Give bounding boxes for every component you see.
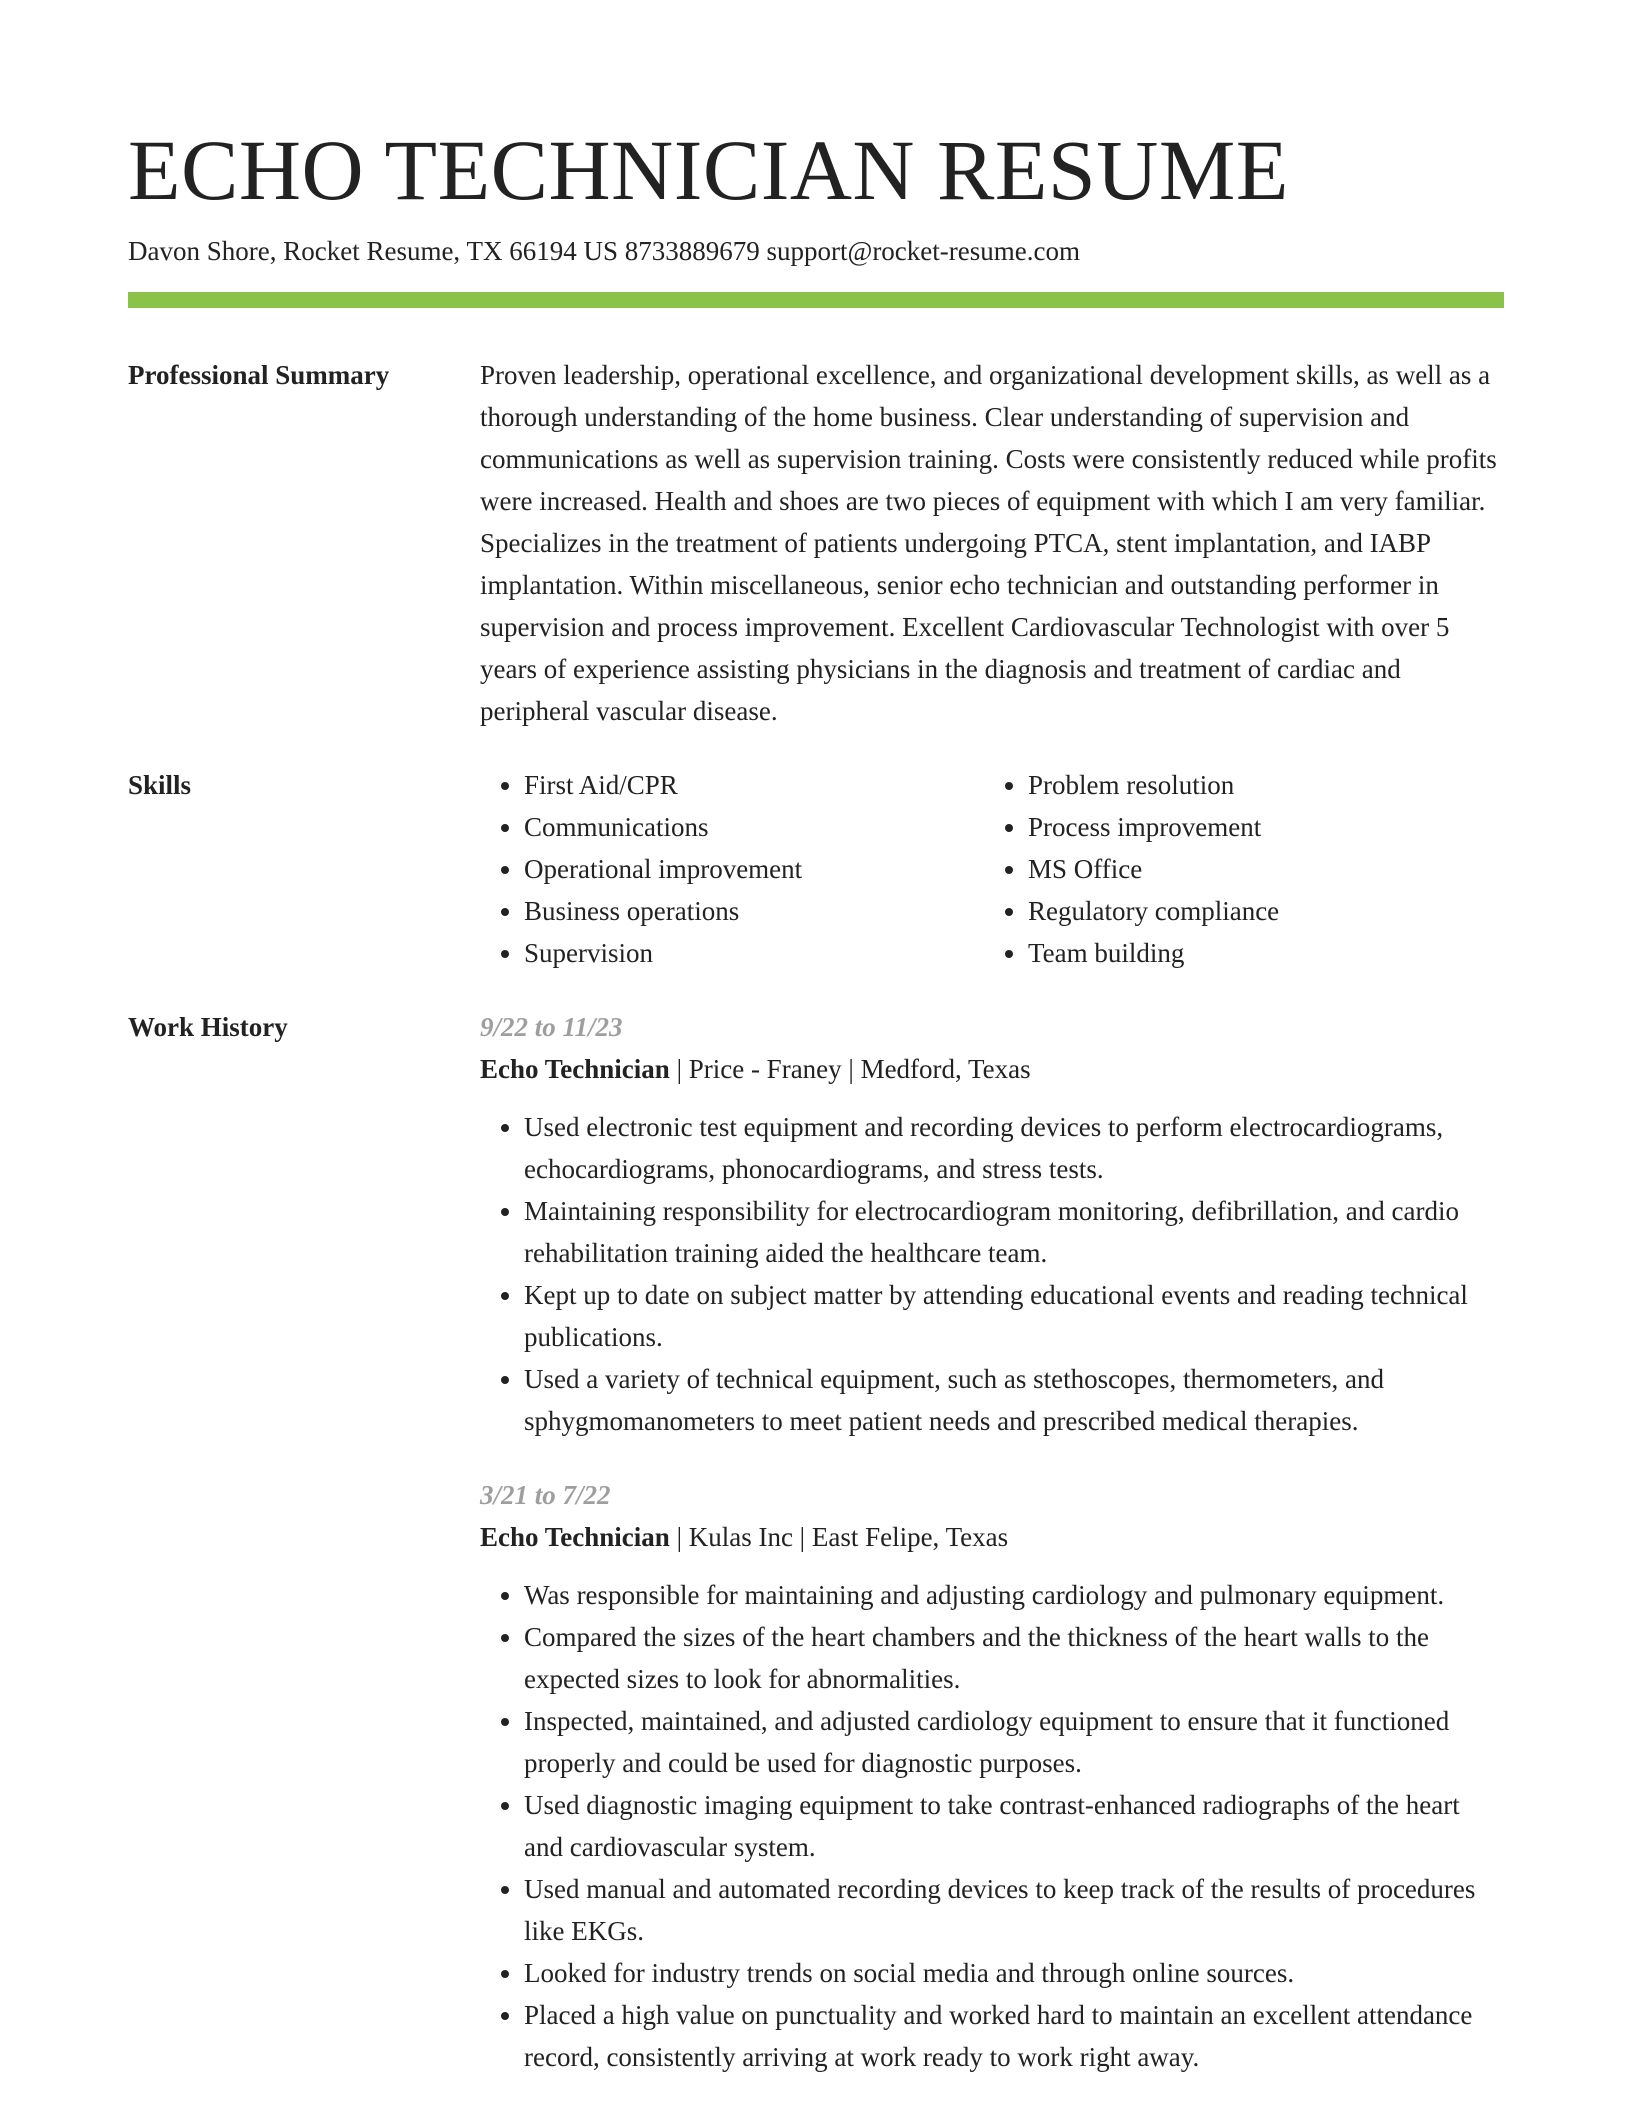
skill-item: • Regulatory compliance (1028, 890, 1488, 932)
professional-summary-section (128, 354, 1504, 764)
job-duty: • Used manual and automated recording devices to keep track of the results of procedures like EKGs. (524, 1868, 1504, 1952)
skills-list-right (984, 764, 1488, 974)
work-history-section (128, 1006, 1504, 2078)
skill-item: • First Aid/CPR (524, 764, 984, 806)
job-duty: • Kept up to date on subject matter by attending educational events and reading technical publications. (524, 1274, 1504, 1358)
job-heading (480, 1516, 1504, 1558)
job-dates: 3/21 to 7/22 (480, 1480, 611, 1510)
job-duty: • Inspected, maintained, and adjusted cardiology equipment to ensure that it functioned properly and could be used for diagnostic purposes. (524, 1700, 1504, 1784)
job-duty: • Compared the sizes of the heart chambers and the thickness of the heart walls to the expected sizes to look for abnormalities. (524, 1616, 1504, 1700)
skill-item: • Team building (1028, 932, 1488, 974)
resume-title: ECHO TECHNICIAN RESUME (128, 122, 1289, 218)
section-label-work-history: Work History (128, 1012, 288, 1042)
job-company-location: | Price - Franey | Medford, Texas (669, 1054, 1031, 1084)
contact-line: Davon Shore, Rocket Resume, TX 66194 US 8733889679 support@rocket-resume.com (128, 236, 1080, 266)
job-duty: • Used a variety of technical equipment, such as stethoscopes, thermometers, and sphygmomanometers to meet patient needs and prescribed medical therapies. (524, 1358, 1504, 1442)
skill-item: • Business operations (524, 890, 984, 932)
job-duty: • Used diagnostic imaging equipment to take contrast-enhanced radiographs of the heart and cardiovascular system. (524, 1784, 1504, 1868)
header-divider (128, 292, 1504, 308)
job-dates: 9/22 to 11/23 (480, 1012, 623, 1042)
skills-section (128, 764, 1504, 1006)
skill-item: • Supervision (524, 932, 984, 974)
section-label-skills: Skills (128, 770, 192, 800)
job-title: Echo Technician (480, 1522, 670, 1552)
job-duty: • Used electronic test equipment and recording devices to perform electrocardiograms, echocardiograms, phonocardiograms, and stress tests. (524, 1106, 1504, 1190)
skill-item: • MS Office (1028, 848, 1488, 890)
job-entry (480, 1474, 1504, 2078)
skills-list-left (480, 764, 984, 974)
job-duty: • Looked for industry trends on social media and through online sources. (524, 1952, 1504, 1994)
job-title: Echo Technician (480, 1054, 670, 1084)
job-entry (480, 1006, 1504, 1442)
job-duty: • Was responsible for maintaining and adjusting cardiology and pulmonary equipment. (524, 1574, 1504, 1616)
section-label-summary: Professional Summary (128, 360, 390, 390)
job-heading (480, 1048, 1504, 1090)
skill-item: • Operational improvement (524, 848, 984, 890)
job-duties-list (480, 1574, 1504, 2078)
skill-item: • Process improvement (1028, 806, 1488, 848)
job-duty: • Placed a high value on punctuality and worked hard to maintain an excellent attendance record, consistently arriving at work ready to work right away. (524, 1994, 1504, 2078)
job-duty: • Maintaining responsibility for electrocardiogram monitoring, defibrillation, and cardio rehabilitation training aided the healthcare team. (524, 1190, 1504, 1274)
skill-item: • Problem resolution (1028, 764, 1488, 806)
summary-text: Proven leadership, operational excellence, and organizational development skills, as well as a thorough understanding of the home business. Clear understanding of supervision and communications as well as supervision training. Costs were consistently reduced while profits were increased. Health and shoes are two pieces of equipment with which I am very familiar. Specializes in the treatment of patients undergoing PTCA, stent implantation, and IABP implantation. Within miscellaneous, senior echo technician and outstanding performer in supervision and process improvement. Excellent Cardiovascular Technologist with over 5 years of experience assisting physicians in the diagnosis and treatment of cardiac and peripheral vascular disease. (480, 360, 1497, 726)
job-company-location: | Kulas Inc | East Felipe, Texas (669, 1522, 1009, 1552)
skill-item: • Communications (524, 806, 984, 848)
job-duties-list (480, 1106, 1504, 1442)
